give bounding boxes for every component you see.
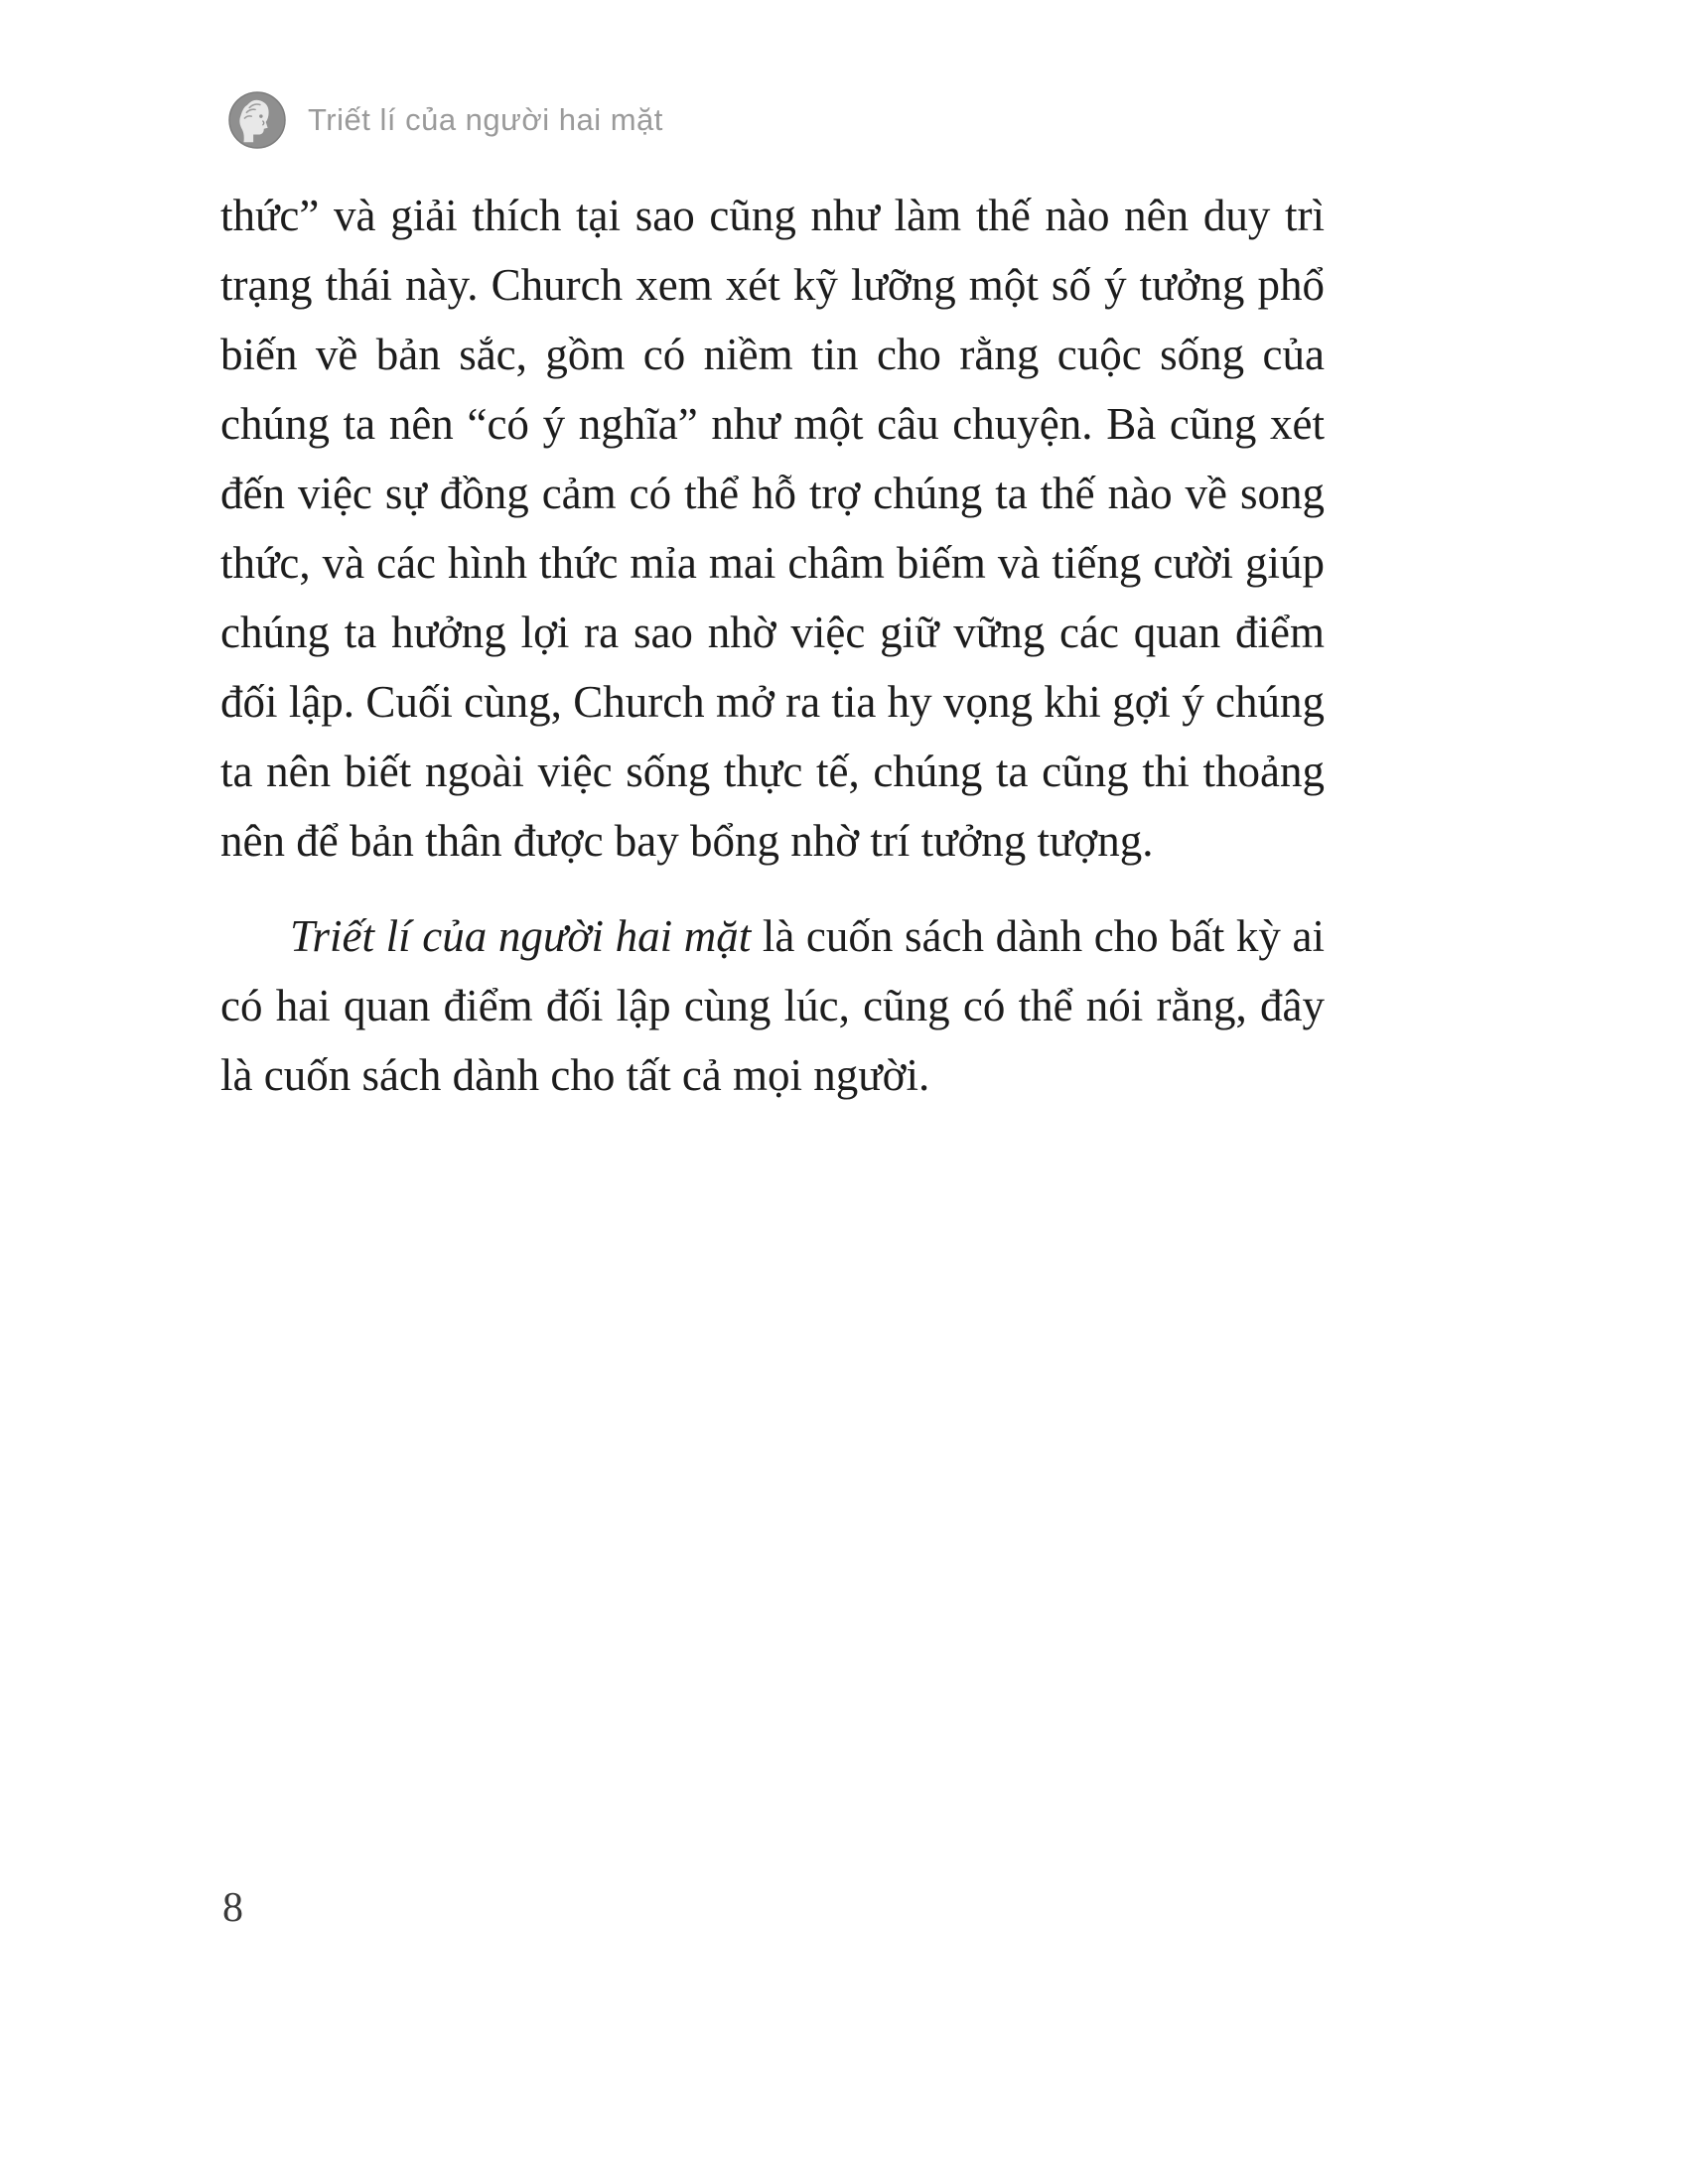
page-number: 8: [222, 1885, 243, 1931]
running-header: [228, 91, 663, 149]
paragraph-2: [220, 901, 1325, 1110]
body-text-block: [220, 181, 1325, 1110]
paragraph-1: thức” và giải thích tại sao cũng như làm thế nào nên duy trì trạng thái này. Church xem xét kỹ lưỡng một số ý tưởng phổ biến về bản sắc, gồm có niềm tin cho rằng cuộc sống của chúng ta nên “có ý nghĩa” như một câu chuyện. Bà cũng xét đến việc sự đồng cảm có thể hỗ trợ chúng ta thế nào về song thức, và các hình thức mỉa mai châm biếm và tiếng cười giúp chúng ta hưởng lợi ra sao nhờ việc giữ vững các quan điểm đối lập. Cuối cùng, Church mở ra tia hy vọng khi gợi ý chúng ta nên biết ngoài việc sống thực tế, chúng ta cũng thi thoảng nên để bản thân được bay bổng nhờ trí tưởng tượng.: [220, 191, 1325, 866]
two-face-logo-icon: [228, 91, 286, 149]
book-title-italic: Triết lí của người hai mặt: [290, 911, 752, 961]
paragraph-2-text: là cuốn sách dành cho bất kỳ ai có hai quan điểm đối lập cùng lúc, cũng có thể nói rằng, đây là cuốn sách dành cho tất cả mọi người.: [220, 911, 1325, 1100]
running-header-title: Triết lí của người hai mặt: [308, 102, 663, 137]
